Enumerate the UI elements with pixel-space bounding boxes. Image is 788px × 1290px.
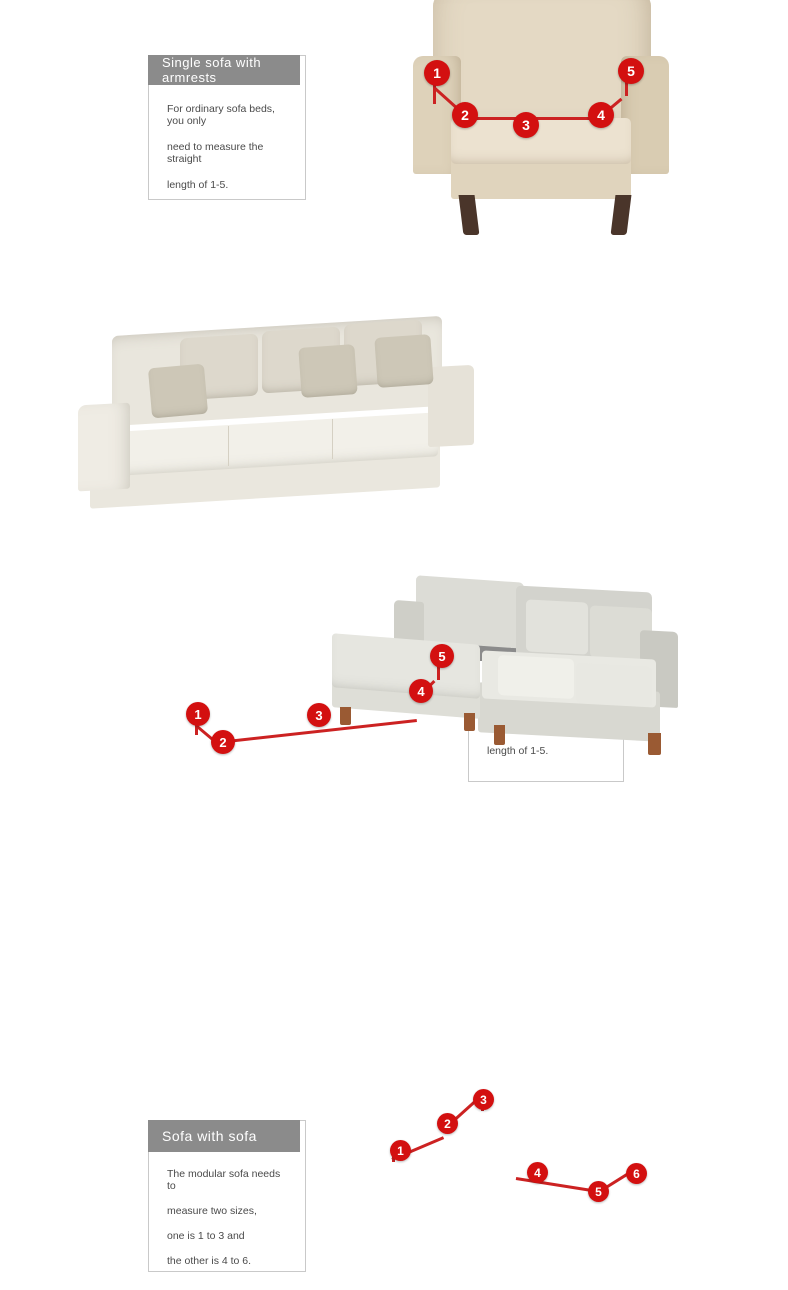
sofa3-left-armrest [78, 403, 130, 492]
measure-badge-5: 5 [430, 644, 454, 668]
armchair-left-leg [459, 195, 480, 235]
measure-badge-4: 4 [527, 1162, 548, 1183]
card-sofa-with-sofa-title: Sofa with sofa [148, 1120, 300, 1152]
card-single-sofa-body [149, 85, 305, 201]
card-sofa-with-sofa-line-1: The modular sofa needs to [167, 1168, 281, 1193]
sectional-sofa-illustration [318, 565, 688, 760]
measure-line-4-5-horizontal [516, 1177, 599, 1193]
sectional-seat-cushion-2 [576, 663, 652, 707]
measure-badge-1: 1 [390, 1140, 411, 1161]
measure-badge-3: 3 [307, 703, 331, 727]
sectional-leg-3 [494, 725, 505, 745]
measure-badge-2: 2 [452, 102, 478, 128]
measure-badge-5: 5 [588, 1181, 609, 1202]
sofa3-pillow-2 [298, 344, 357, 398]
section-multi-person-sofa [0, 300, 788, 758]
measure-badge-2: 2 [437, 1113, 458, 1134]
sofa3-seat-divider-2 [332, 419, 333, 459]
card-single-sofa-line-3: length of 1-5. [167, 179, 229, 192]
sofa3-right-armrest [428, 365, 474, 447]
card-single-sofa-line-1: For ordinary sofa beds, you only [167, 103, 275, 128]
card-sofa-with-sofa-body [149, 1152, 305, 1290]
sectional-seat-cushion-1 [498, 655, 574, 699]
card-single-sofa-line-2: need to measure the straight [167, 141, 264, 166]
sectional-leg-2 [464, 713, 475, 731]
measure-badge-4: 4 [409, 679, 433, 703]
sectional-back-cushion-1 [526, 599, 588, 654]
three-seat-sofa-illustration [70, 318, 460, 518]
sofa3-pillow-3 [374, 334, 433, 388]
sofa3-pillow-1 [148, 364, 208, 419]
armchair-illustration [405, 0, 680, 257]
card-sofa-with-sofa-line-3: one is 1 to 3 and [167, 1230, 245, 1243]
measure-badge-4: 4 [588, 102, 614, 128]
card-single-sofa [148, 55, 306, 200]
measure-badge-3: 3 [513, 112, 539, 138]
measure-badge-6: 6 [626, 1163, 647, 1184]
sectional-chaise [332, 633, 480, 699]
card-single-sofa-title: Single sofa with armrests [148, 55, 300, 85]
sectional-leg-4 [648, 733, 661, 755]
armchair-right-leg [611, 195, 632, 235]
card-multi-person-sofa-line-3: length of 1-5. [487, 745, 549, 758]
measure-badge-1: 1 [186, 702, 210, 726]
measure-badge-5: 5 [618, 58, 644, 84]
card-sofa-with-sofa-line-4: the other is 4 to 6. [167, 1255, 252, 1268]
measure-badge-3: 3 [473, 1089, 494, 1110]
sofa3-seat-divider-1 [228, 426, 229, 466]
card-sofa-with-sofa [148, 1120, 306, 1272]
sectional-leg-1 [340, 707, 351, 725]
measure-badge-2: 2 [211, 730, 235, 754]
card-sofa-with-sofa-line-2: measure two sizes, [167, 1205, 257, 1218]
section-single-sofa [0, 0, 788, 300]
sectional-left-backrest [416, 575, 524, 649]
section-sofa-with-sofa [0, 535, 788, 1268]
measure-badge-1: 1 [424, 60, 450, 86]
